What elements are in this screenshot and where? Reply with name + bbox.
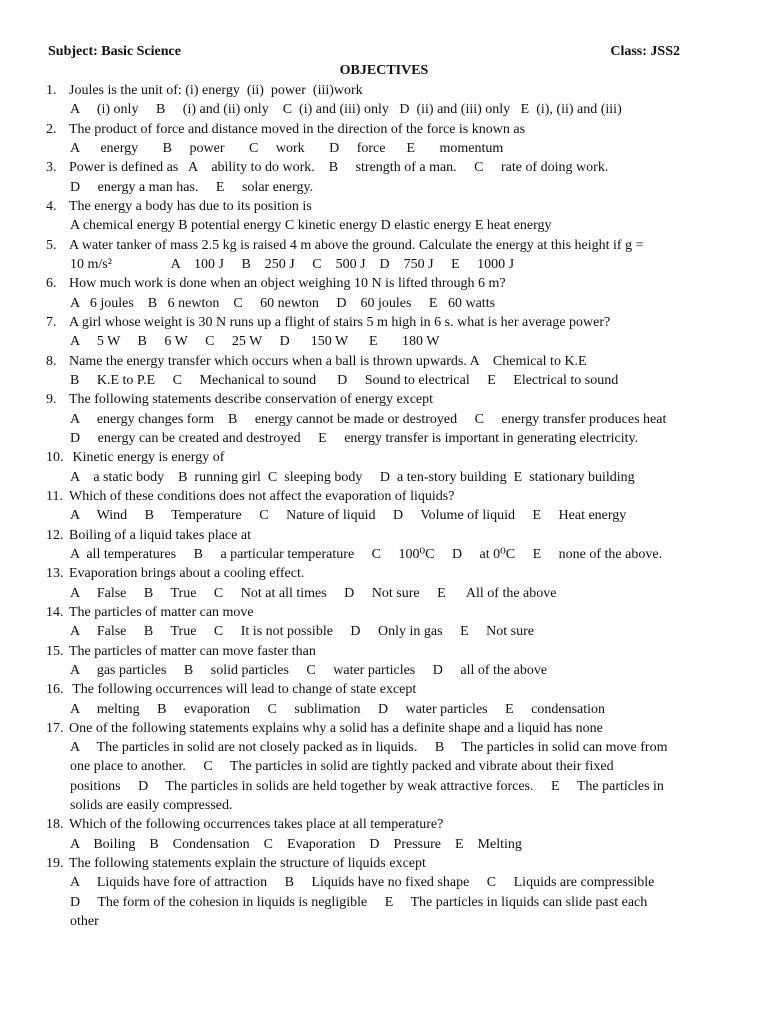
options-text: A Wind B Temperature C Nature of liquid D Volume of liquid E Heat energy [70, 508, 627, 524]
options-text: positions D The particles in solids are held together by weak attractive forces. E The particles in [70, 778, 664, 794]
question-number: 18. [46, 817, 64, 833]
answer-options-line [0, 545, 768, 564]
question-line [0, 526, 768, 545]
question-number: 8. [46, 353, 57, 369]
answer-options-line [0, 255, 768, 274]
options-text: one place to another. C The particles in solid are tightly packed and vibrate about their fixed [70, 759, 614, 775]
objectives-title: OBJECTIVES [339, 63, 429, 78]
answer-options-line [0, 468, 768, 487]
question-line [0, 390, 768, 409]
question-line [0, 854, 768, 873]
question-text: One of the following statements explains why a solid has a definite shape and a liquid has none [69, 720, 603, 736]
answer-options-line [0, 873, 768, 892]
question-number: 5. [46, 237, 57, 253]
question-line [0, 603, 768, 622]
question-line [0, 680, 768, 699]
question-line [0, 236, 768, 255]
question-text: The energy a body has due to its position is [69, 198, 312, 214]
question-text: Kinetic energy is energy of [69, 450, 225, 466]
question-text: Joules is the unit of: (i) energy (ii) power (iii)work [69, 83, 363, 98]
options-text: A energy B power C work D force E momentum [70, 140, 504, 156]
question-text: Power is defined as A ability to do work. B strength of a man. C rate of doing work. [69, 160, 609, 176]
answer-options-line [0, 371, 768, 390]
answer-options-line [0, 139, 768, 158]
question-number: 12. [46, 527, 64, 543]
answer-options-line [0, 757, 768, 776]
answer-options-line [0, 700, 768, 719]
question-number: 15. [46, 643, 64, 659]
question-line [0, 352, 768, 371]
options-text: other [70, 914, 99, 930]
question-text: The particles of matter can move [69, 604, 254, 620]
options-text: A False B True C Not at all times D Not sure E All of the above [70, 585, 557, 601]
question-text: The following statements describe conservation of energy except [69, 392, 434, 408]
answer-options-line [0, 738, 768, 757]
question-text: The product of force and distance moved in the direction of the force is known as [69, 121, 526, 137]
options-text: 10 m/s² A 100 J B 250 J C 500 J D 750 J E 1000 J [70, 256, 515, 272]
question-number: 6. [46, 276, 57, 292]
options-text: A gas particles B solid particles C water particles D all of the above [70, 662, 548, 678]
question-line [0, 719, 768, 738]
class-heading: Class: JSS2 [610, 44, 680, 59]
question-text: Evaporation brings about a cooling effect. [69, 566, 305, 582]
options-text: solids are easily compressed. [70, 798, 233, 814]
question-text: Which of the following occurrences takes place at all temperature? [69, 817, 444, 833]
question-line [0, 448, 768, 467]
options-text: A Boiling B Condensation C Evaporation D Pressure E Melting [70, 836, 522, 852]
question-line [0, 81, 768, 100]
answer-options-line [0, 622, 768, 641]
question-list [0, 81, 768, 931]
options-text: A 6 joules B 6 newton C 60 newton D 60 joules E 60 watts [70, 295, 496, 311]
question-text: A water tanker of mass 2.5 kg is raised 4 m above the ground. Calculate the energy at this height if g = [69, 237, 644, 253]
answer-options-line [0, 216, 768, 235]
options-text: A The particles in solid are not closely packed as in liquids. B The particles in solid can move from [70, 740, 668, 756]
options-text: A (i) only B (i) and (ii) only C (i) and (iii) only D (ii) and (iii) only E (i), (ii) and (iii) [70, 102, 622, 118]
question-line [0, 815, 768, 834]
question-number: 10. [46, 450, 64, 466]
answer-options-line [0, 100, 768, 119]
question-text: Name the energy transfer which occurs when a ball is thrown upwards. A Chemical to K.E [69, 353, 587, 369]
question-line [0, 120, 768, 139]
answer-options-line [0, 506, 768, 525]
answer-options-line [0, 912, 768, 931]
question-number: 9. [46, 392, 57, 408]
options-text: A chemical energy B potential energy C kinetic energy D elastic energy E heat energy [70, 218, 552, 234]
question-number: 3. [46, 160, 57, 176]
options-text: A energy changes form B energy cannot be made or destroyed C energy transfer produces heat [70, 411, 667, 427]
options-text: D The form of the cohesion in liquids is negligible E The particles in liquids can slide past each [70, 894, 648, 910]
options-text: A melting B evaporation C sublimation D water particles E condensation [70, 701, 606, 717]
answer-options-line [0, 294, 768, 313]
question-line [0, 313, 768, 332]
question-number: 11. [46, 488, 63, 504]
answer-options-line [0, 796, 768, 815]
options-text: A False B True C It is not possible D Only in gas E Not sure [70, 624, 534, 640]
question-text: A girl whose weight is 30 N runs up a flight of stairs 5 m high in 6 s. what is her average power? [69, 314, 611, 330]
question-number: 14. [46, 604, 64, 620]
question-number: 1. [46, 83, 57, 98]
answer-options-line [0, 835, 768, 854]
answer-options-line [0, 332, 768, 351]
question-line [0, 274, 768, 293]
question-number: 16. [46, 682, 64, 698]
subject-heading: Subject: Basic Science [48, 44, 181, 59]
question-line [0, 487, 768, 506]
question-text: Which of these conditions does not affect the evaporation of liquids? [69, 488, 455, 504]
question-text: How much work is done when an object weighing 10 N is lifted through 6 m? [69, 276, 506, 292]
question-text: The following occurrences will lead to change of state except [69, 682, 417, 698]
answer-options-line [0, 777, 768, 796]
question-text: Boiling of a liquid takes place at [69, 527, 251, 543]
answer-options-line [0, 410, 768, 429]
question-number: 7. [46, 314, 57, 330]
answer-options-line [0, 178, 768, 197]
options-text: A all temperatures B a particular temperature C 100⁰C D at 0⁰C E none of the above. [70, 546, 663, 562]
question-line [0, 197, 768, 216]
options-text: D energy a man has. E solar energy. [70, 179, 314, 195]
options-text: A Liquids have fore of attraction B Liquids have no fixed shape C Liquids are compressible [70, 875, 655, 891]
answer-options-line [0, 584, 768, 603]
question-number: 19. [46, 856, 64, 872]
question-number: 17. [46, 720, 64, 736]
options-text: D energy can be created and destroyed E energy transfer is important in generating electricity. [70, 430, 639, 446]
question-number: 2. [46, 121, 57, 137]
question-text: The particles of matter can move faster than [69, 643, 316, 659]
answer-options-line [0, 661, 768, 680]
question-line [0, 564, 768, 583]
options-text: A 5 W B 6 W C 25 W D 150 W E 180 W [70, 334, 440, 350]
question-number: 4. [46, 198, 57, 214]
question-line [0, 158, 768, 177]
question-number: 13. [46, 566, 64, 582]
options-text: A a static body B running girl C sleeping body D a ten-story building E stationary building [70, 469, 635, 485]
question-line [0, 642, 768, 661]
answer-options-line [0, 429, 768, 448]
answer-options-line [0, 893, 768, 912]
question-text: The following statements explain the structure of liquids except [69, 856, 426, 872]
options-text: B K.E to P.E C Mechanical to sound D Sound to electrical E Electrical to sound [70, 372, 619, 388]
